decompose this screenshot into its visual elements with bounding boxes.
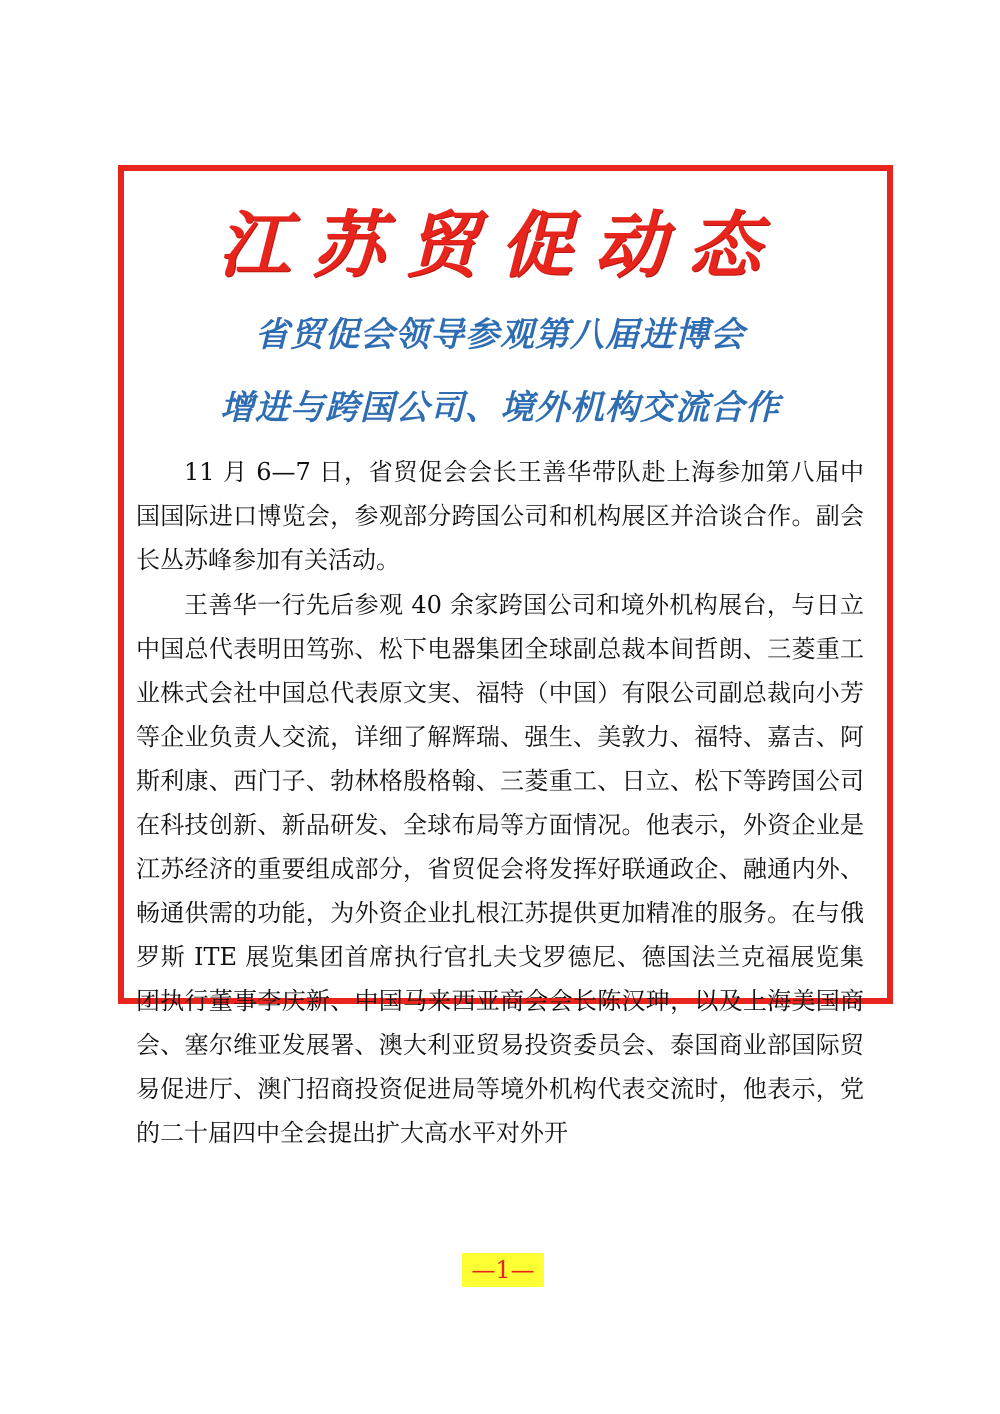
paragraph-2: 王善华一行先后参观 40 余家跨国公司和境外机构展台，与日立中国总代表明田笃弥、松下电器集团全球副总裁本间哲朗、三菱重工业株式会社中国总代表原文実、福特（中国）有限公司副总裁向小芳等企业负责人交流，详细了解辉瑞、强生、美敦力、福特、嘉吉、阿斯利康、西门子、勃林格殷格翰、三菱重工、日立、松下等跨国公司在科技创新、新品研发、全球布局等方面情况。他表示，外资企业是江苏经济的重要组成部分，省贸促会将发挥好联通政企、融通内外、畅通供需的功能，为外资企业扎根江苏提供更加精准的服务。在与俄罗斯 ITE 展览集团首席执行官扎夫戈罗德尼、德国法兰克福展览集团执行董事李庆新、中国马来西亚商会会长陈汉珅，以及上海美国商会、塞尔维亚发展署、澳大利亚贸易投资委员会、泰国商业部国际贸易促进厅、澳门招商投资促进局等境外机构代表交流时，他表示，党的二十届四中全会提出扩大高水平对外开 [136, 591, 864, 1147]
article-body [136, 450, 864, 1156]
headline-line-2: 增进与跨国公司、境外机构交流合作 [220, 388, 780, 428]
page-number: —1— [462, 1253, 544, 1287]
masthead-title: 江苏贸促动态 [217, 202, 782, 287]
headline-line-1: 省贸促会领导参观第八届进博会 [255, 315, 745, 355]
paragraph-1: 11 月 6—7 日，省贸促会会长王善华带队赴上海参加第八届中国国际进口博览会，参观部分跨国公司和机构展区并洽谈合作。副会长丛苏峰参加有关活动。 [136, 458, 864, 574]
